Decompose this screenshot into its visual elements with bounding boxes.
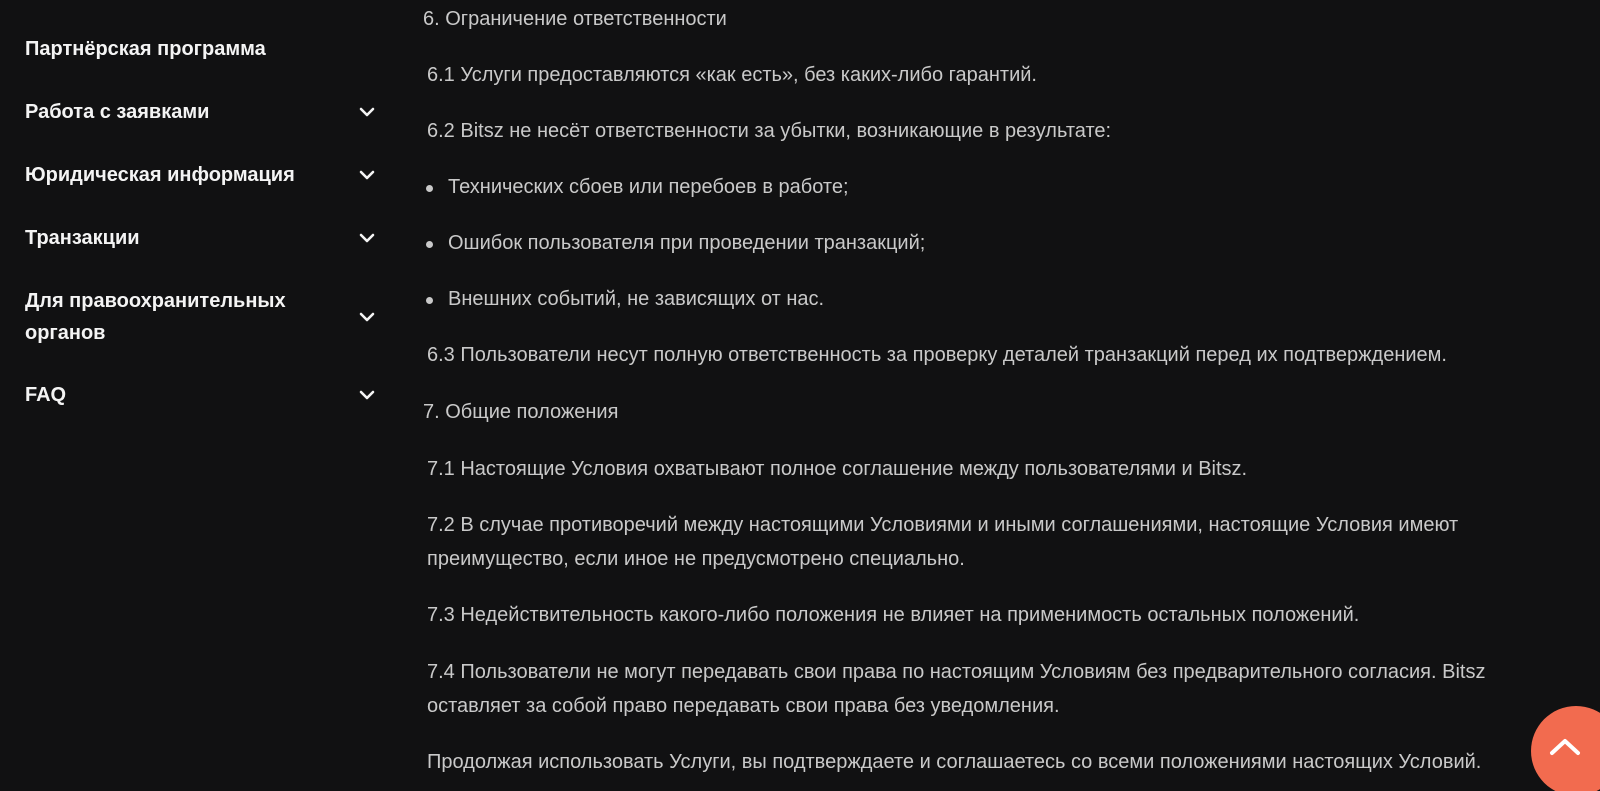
sidebar-item-label-line2: органов — [25, 322, 106, 344]
paragraph-7-2-line1: 7.2 В случае противоречий между настоящими Условиями и иными соглашениями, настоящие Условия имеют — [427, 514, 1459, 536]
sidebar-item-label: Работа с заявками — [25, 101, 210, 123]
closing-paragraph: Продолжая использовать Услуги, вы подтверждаете и соглашаетесь со всеми положениями настоящих Условий. — [427, 751, 1482, 773]
paragraph-7-4-line2: оставляет за собой право передавать свои права без уведомления. — [427, 695, 1060, 717]
section-6-heading: 6. Ограничение ответственности — [423, 8, 727, 30]
bullet-dot — [426, 297, 433, 304]
sidebar-item-label-line1: Для правоохранительных — [25, 290, 286, 312]
paragraph-6-3: 6.3 Пользователи несут полную ответственность за проверку деталей транзакций перед их подтверждением. — [427, 344, 1447, 366]
list-item: Технических сбоев или перебоев в работе; — [448, 176, 849, 198]
sidebar-item-label: Транзакции — [25, 227, 140, 249]
list-item: Ошибок пользователя при проведении транзакций; — [448, 232, 926, 254]
bullet-dot — [426, 241, 433, 248]
paragraph-7-2-line2: преимущество, если иное не предусмотрено специально. — [427, 548, 965, 570]
sidebar-item-label: Партнёрская программа — [25, 38, 266, 60]
chevron-up-icon — [1548, 736, 1582, 758]
paragraph-6-1: 6.1 Услуги предоставляются «как есть», без каких-либо гарантий. — [427, 64, 1037, 86]
list-item: Внешних событий, не зависящих от нас. — [448, 288, 825, 310]
paragraph-6-2: 6.2 Bitsz не несёт ответственности за убытки, возникающие в результате: — [427, 120, 1112, 142]
bullet-dot — [426, 185, 433, 192]
paragraph-7-3: 7.3 Недействительность какого-либо положения не влияет на применимость остальных положений. — [427, 604, 1360, 626]
paragraph-7-4-line1: 7.4 Пользователи не могут передавать свои права по настоящим Условиям без предварительного согласия. Bitsz — [427, 661, 1486, 683]
sidebar-item-label: Юридическая информация — [25, 164, 295, 186]
paragraph-7-1: 7.1 Настоящие Условия охватывают полное соглашение между пользователями и Bitsz. — [427, 458, 1248, 480]
section-7-heading: 7. Общие положения — [423, 401, 619, 423]
sidebar-item-label: FAQ — [25, 384, 67, 406]
